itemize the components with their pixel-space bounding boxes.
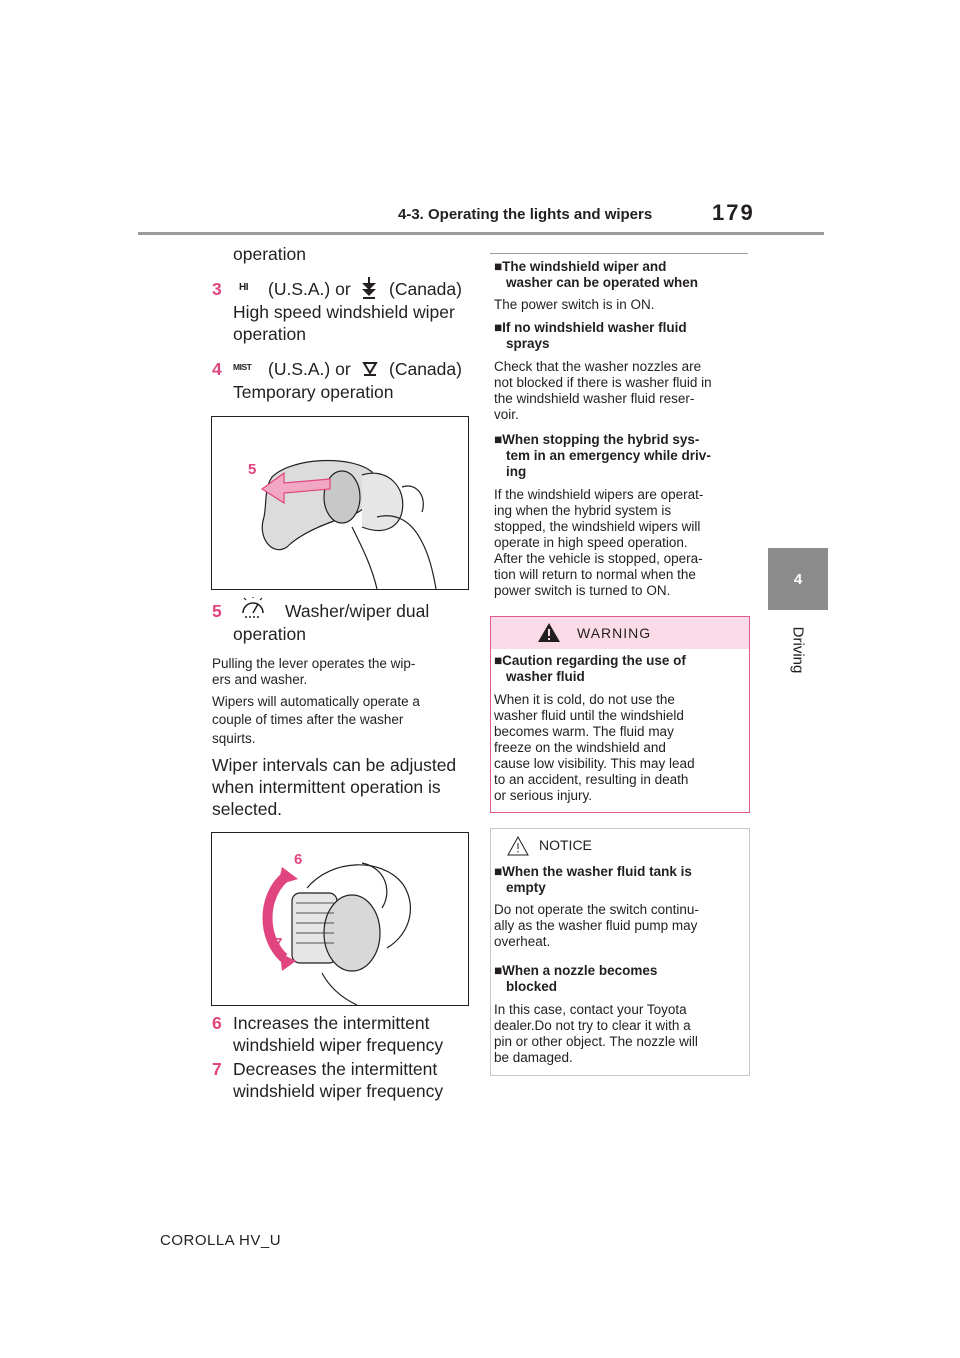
notice-p2: In this case, contact your Toyota dealer.Do not try to clear it with a pin or other object. The nozzle will be damaged. [494, 1002, 698, 1065]
notice-h2: ■When a nozzle becomes blocked [494, 963, 658, 994]
item5-number: 5 [212, 601, 222, 621]
item3-desc2: operation [233, 324, 306, 344]
warning-header [491, 617, 749, 649]
notice-h1: ■When the washer fluid tank is empty [494, 864, 692, 895]
page-number: 179 [712, 200, 755, 225]
hi-icon: HI [239, 282, 248, 293]
item7-line2: windshield wiper frequency [233, 1081, 444, 1101]
mist-triangle-icon [362, 361, 378, 377]
figure-lever-pull [211, 416, 469, 590]
mist-icon: MIST [233, 362, 252, 372]
item3-desc1: High speed windshield wiper [233, 302, 455, 322]
interval-dial-illustration [212, 833, 468, 1005]
high-speed-wiper-icon [360, 277, 378, 301]
section-title: 4-3. Operating the lights and wipers [398, 206, 653, 223]
warning-title: WARNING [577, 625, 652, 641]
footer-model: COROLLA HV_U [160, 1232, 282, 1249]
item4-desc: Temporary operation [233, 382, 394, 402]
item6-line2: windshield wiper frequency [233, 1035, 444, 1055]
item3-number: 3 [212, 279, 222, 299]
fig1-callout-5: 5 [248, 461, 257, 478]
note1-line2: ers and washer. [212, 672, 308, 687]
para-line2: when intermittent operation is [212, 777, 441, 797]
warning-body: When it is cold, do not use the washer fluid until the windshield becomes warm. The fluid may freeze on the windshield and cause low visibility. This may lead to an accident, resulting in death or serious injury. [494, 692, 695, 803]
notice-header [491, 829, 749, 861]
washer-wiper-icon [240, 597, 266, 621]
item4-usa-text: (U.S.A.) or [268, 359, 351, 379]
item7-line1: Decreases the intermittent [233, 1059, 438, 1079]
item3-usa-text: (U.S.A.) or [268, 279, 351, 299]
item6-number: 6 [212, 1013, 222, 1033]
notice-triangle-icon [507, 836, 529, 856]
right-p1: The power switch is in ON. [494, 297, 655, 312]
warning-triangle-icon [537, 622, 561, 643]
fig2-callout-6: 6 [294, 851, 303, 868]
note1-line1: Pulling the lever operates the wip- [212, 656, 416, 671]
right-p2: Check that the washer nozzles are not blocked if there is washer fluid in the windshield washer fluid reser- voir. [494, 359, 712, 422]
note2-line2: couple of times after the washer [212, 712, 404, 727]
item5-title2: operation [233, 624, 306, 644]
para-line3: selected. [212, 799, 283, 819]
header-rule [138, 232, 824, 235]
item4-number: 4 [212, 359, 222, 379]
chapter-label-wrap [768, 618, 828, 682]
item2-tail: operation [233, 244, 306, 264]
item5-title1: Washer/wiper dual [285, 601, 430, 621]
item4-canada-text: (Canada) [389, 359, 462, 379]
chapter-label: Driving [789, 626, 807, 674]
note2-line1: Wipers will automatically operate a [212, 694, 420, 709]
right-h3: ■When stopping the hybrid sys- tem in an emergency while driv- ing [494, 432, 711, 479]
right-column-rule [490, 253, 748, 254]
figure-interval-dial [211, 832, 469, 1006]
chapter-number: 4 [793, 570, 803, 588]
warning-heading: ■Caution regarding the use of washer fluid [494, 653, 686, 684]
para-line1: Wiper intervals can be adjusted [212, 755, 457, 775]
item3-canada-text: (Canada) [389, 279, 462, 299]
chapter-tab[interactable] [768, 548, 828, 610]
item6-line1: Increases the intermittent [233, 1013, 430, 1033]
right-h2: ■If no windshield washer fluid sprays [494, 320, 687, 351]
item7-number: 7 [212, 1059, 222, 1079]
right-h1: ■The windshield wiper and washer can be operated when [494, 259, 699, 290]
notice-p1: Do not operate the switch continu- ally as the washer fluid pump may overheat. [494, 902, 699, 949]
notice-title: NOTICE [539, 837, 592, 853]
fig2-callout-7: 7 [274, 935, 283, 952]
note2-line3: squirts. [212, 731, 256, 746]
right-p3: If the windshield wipers are operat- ing when the hybrid system is stopped, the windshield wipers will operate in high speed operation. After the vehicle is stopped, opera- tion will return to normal when the power switch is turned to ON. [494, 487, 704, 598]
lever-pull-illustration [212, 417, 468, 589]
